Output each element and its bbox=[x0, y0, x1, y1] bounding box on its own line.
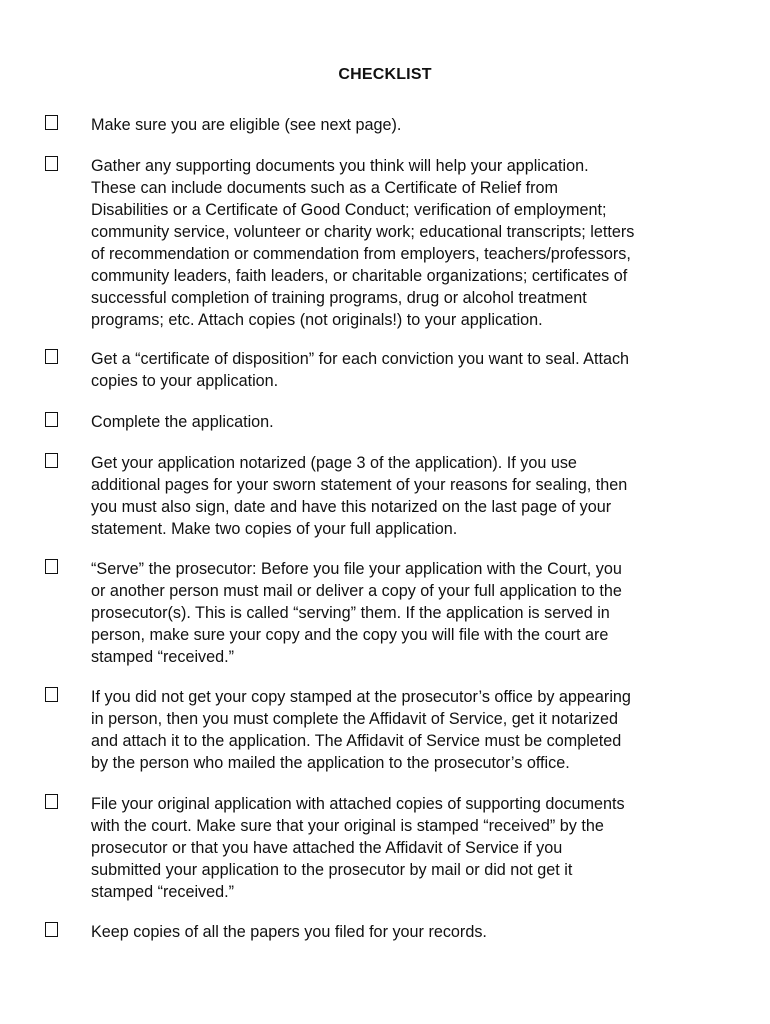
checkbox[interactable] bbox=[45, 922, 58, 937]
checklist-item-text: Gather any supporting documents you think will help your application. These can include documents such as a Certificate of Relief from Disabilities or a Certificate of Good Conduct; verification of employment; community service, volunteer or charity work; educational transcripts; letters of recommendation or commendation from employers, teachers/professors, community leaders, faith leaders, or charitable organizations; certificates of successful completion of training programs, drug or alcohol treatment programs; etc. Attach copies (not originals!) to your application. bbox=[91, 157, 635, 329]
checkbox[interactable] bbox=[45, 794, 58, 809]
checkbox[interactable] bbox=[45, 559, 58, 574]
checklist-item-text: Get a “certificate of disposition” for each conviction you want to seal. Attach copies to your application. bbox=[91, 350, 630, 390]
checklist-item-text: Make sure you are eligible (see next page). bbox=[91, 116, 402, 134]
checkbox[interactable] bbox=[45, 453, 58, 468]
checkbox[interactable] bbox=[45, 687, 58, 702]
checklist-item-text: “Serve” the prosecutor: Before you file your application with the Court, you or another person must mail or deliver a copy of your full application to the prosecutor(s). This is called “serving” them. If the application is served in person, make sure your copy and the copy you will file with the court are stamped “received.” bbox=[91, 560, 622, 666]
checklist-item-text: File your original application with attached copies of supporting documents with the court. Make sure that your original is stamped “received” by the prosecutor or that you have attached the Affidavit of Service if you submitted your application to the prosecutor by mail or did not get it stamped “received.” bbox=[91, 795, 625, 901]
checklist-item-text: Complete the application. bbox=[91, 413, 274, 431]
checkbox[interactable] bbox=[45, 349, 58, 364]
checklist-item-text: If you did not get your copy stamped at the prosecutor’s office by appearing in person, then you must complete the Affidavit of Service, get it notarized and attach it to the application. The Affidavit of Service must be completed by the person who mailed the application to the prosecutor’s office. bbox=[91, 688, 631, 772]
page-title: CHECKLIST bbox=[338, 66, 432, 83]
checklist-item-text: Keep copies of all the papers you filed for your records. bbox=[91, 923, 487, 941]
checkbox[interactable] bbox=[45, 115, 58, 130]
checklist-item-text: Get your application notarized (page 3 of the application). If you use additional pages for your sworn statement of your reasons for sealing, then you must also sign, date and have this notarized on the last page of your statement. Make two copies of your full application. bbox=[91, 454, 628, 538]
checkbox[interactable] bbox=[45, 156, 58, 171]
checkbox[interactable] bbox=[45, 412, 58, 427]
